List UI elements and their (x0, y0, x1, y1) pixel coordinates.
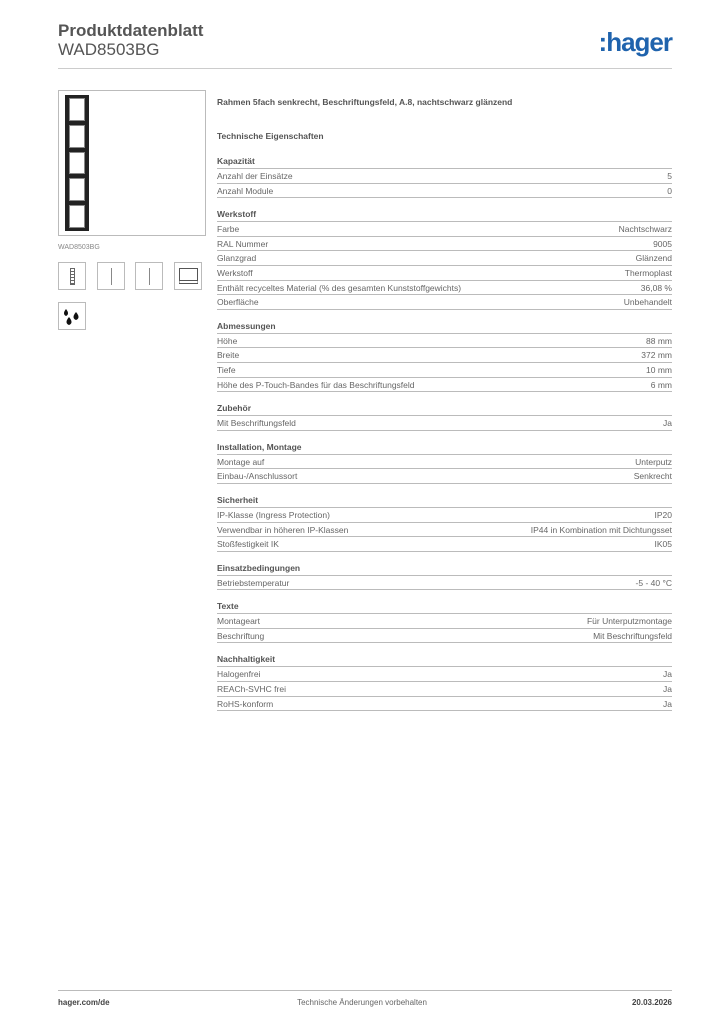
water-drops-icon (58, 302, 86, 330)
section-heading: Nachhaltigkeit (217, 653, 672, 667)
spec-value: 5 (667, 171, 672, 181)
spec-label: Montage auf (217, 456, 265, 467)
spec-row (217, 416, 672, 431)
spec-section (217, 320, 672, 392)
spec-label: Breite (217, 350, 240, 361)
spec-row (217, 629, 672, 644)
spec-row (217, 295, 672, 310)
spec-value: Senkrecht (633, 471, 672, 482)
section-heading: Abmessungen (217, 320, 672, 334)
spec-label: Halogenfrei (217, 669, 261, 680)
footer-divider (58, 990, 672, 991)
spec-row (217, 614, 672, 629)
spec-row (217, 281, 672, 296)
spec-label: IP-Klasse (Ingress Protection) (217, 509, 330, 520)
spec-label: RAL Nummer (217, 238, 269, 249)
spec-value: Ja (663, 418, 672, 429)
spec-label: Enthält recyceltes Material (% des gesamten Kunststoffgewichts) (217, 282, 462, 293)
spec-row (217, 237, 672, 252)
spec-row (217, 184, 672, 199)
spec-row (217, 682, 672, 697)
product-description: Rahmen 5fach senkrecht, Beschriftungsfeld, A.8, nachtschwarz glänzend (217, 97, 513, 107)
section-heading: Texte (217, 600, 672, 614)
frame-illustration (65, 95, 89, 231)
page-title: Produktdatenblatt (58, 21, 204, 40)
spec-label: Höhe des P-Touch-Bandes für das Beschriftungsfeld (217, 379, 415, 390)
spec-value: Nachtschwarz (618, 224, 672, 235)
spec-row (217, 334, 672, 349)
product-code: WAD8503BG (58, 40, 160, 59)
product-image (58, 90, 206, 236)
spec-row (217, 697, 672, 712)
spec-value: Ja (663, 698, 672, 709)
spec-row (217, 576, 672, 591)
section-heading: Einsatzbedingungen (217, 562, 672, 576)
spec-value: Mit Beschriftungsfeld (593, 630, 672, 641)
spec-label: Anzahl Module (217, 185, 274, 196)
spec-row (217, 266, 672, 281)
spec-value: 9005 (653, 238, 672, 249)
spec-value: -5 - 40 °C (635, 577, 672, 588)
section-heading: Zubehör (217, 402, 672, 416)
spec-value: 10 mm (646, 364, 672, 375)
spec-section (217, 402, 672, 431)
section-heading: Kapazität (217, 155, 672, 169)
spec-label: RoHS-konform (217, 698, 274, 709)
spec-value: Glänzend (635, 253, 672, 264)
spec-row (217, 508, 672, 523)
spec-value: Ja (663, 669, 672, 680)
spec-row (217, 378, 672, 393)
spec-table (217, 155, 672, 721)
spec-value: Unterputz (635, 456, 672, 467)
spec-label: Werkstoff (217, 267, 253, 278)
line-icon (97, 262, 125, 290)
spec-label: Stoßfestigkeit IK (217, 539, 279, 550)
spec-row (217, 667, 672, 682)
footer-notice: Technische Änderungen vorbehalten (297, 998, 427, 1007)
spec-row (217, 251, 672, 266)
spec-row (217, 537, 672, 552)
line-icon (135, 262, 163, 290)
spec-row (217, 169, 672, 184)
spec-value: Ja (663, 684, 672, 695)
vertical-frame-icon (58, 262, 86, 290)
header-divider (58, 68, 672, 69)
image-caption: WAD8503BG (58, 244, 100, 251)
spec-row (217, 363, 672, 378)
label-field-icon (174, 262, 202, 290)
spec-value: 6 mm (650, 379, 672, 390)
spec-value: IK05 (654, 539, 672, 550)
spec-value: 0 (667, 185, 672, 196)
spec-label: Einbau-/Anschlussort (217, 471, 298, 482)
spec-value: 88 mm (646, 335, 672, 346)
spec-label: Glanzgrad (217, 253, 257, 264)
spec-label: Mit Beschriftungsfeld (217, 418, 296, 429)
spec-label: Tiefe (217, 364, 236, 375)
spec-label: Anzahl der Einsätze (217, 171, 293, 181)
spec-label: Montageart (217, 616, 260, 627)
spec-value: IP20 (654, 509, 672, 520)
spec-label: Betriebstemperatur (217, 577, 290, 588)
spec-value: 36,08 % (640, 282, 672, 293)
spec-label: Verwendbar in höheren IP-Klassen (217, 524, 349, 535)
spec-section (217, 653, 672, 711)
spec-row (217, 469, 672, 484)
section-heading: Installation, Montage (217, 441, 672, 455)
spec-label: Oberfläche (217, 297, 259, 308)
spec-section (217, 562, 672, 591)
spec-value: Thermoplast (624, 267, 672, 278)
spec-value: 372 mm (641, 350, 672, 361)
spec-value: Unbehandelt (623, 297, 672, 308)
spec-row (217, 348, 672, 363)
spec-row (217, 455, 672, 470)
section-heading: Werkstoff (217, 208, 672, 222)
footer-date: 20.03.2026 (631, 998, 672, 1007)
section-heading: Sicherheit (217, 494, 672, 508)
spec-section (217, 441, 672, 484)
spec-label: Farbe (217, 224, 240, 235)
spec-row (217, 222, 672, 237)
footer-website[interactable]: hager.com/de (58, 998, 110, 1007)
spec-value: Für Unterputzmontage (586, 616, 672, 627)
spec-row (217, 523, 672, 538)
spec-label: REACh-SVHC frei (217, 684, 286, 695)
section-title: Technische Eigenschaften (217, 131, 324, 141)
spec-label: Höhe (217, 335, 238, 346)
spec-label: Beschriftung (217, 630, 265, 641)
spec-section (217, 494, 672, 552)
spec-section (217, 600, 672, 643)
spec-section (217, 208, 672, 310)
hager-logo: :hager (598, 27, 672, 57)
spec-value: IP44 in Kombination mit Dichtungsset (530, 524, 672, 535)
spec-section (217, 155, 672, 198)
